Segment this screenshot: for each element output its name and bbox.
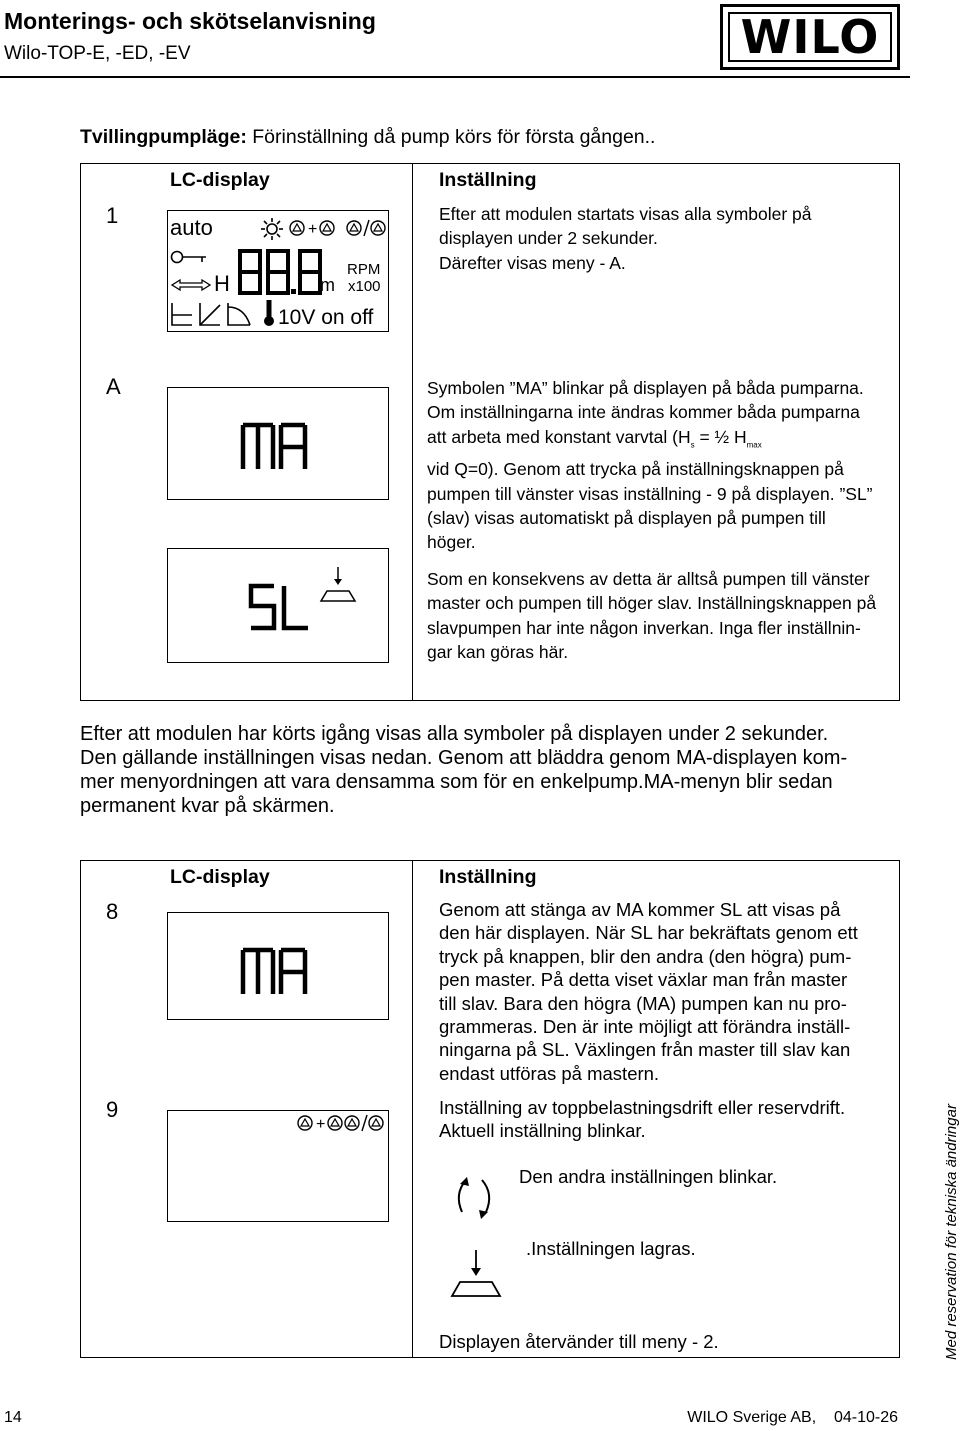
rowA-c-line-1: Som en konsekvens av detta är alltså pumpen till vänster <box>427 569 870 589</box>
formula-sub-s: s <box>690 440 695 450</box>
row-number-a: A <box>106 374 121 399</box>
row-number-8: 8 <box>106 899 119 924</box>
key-icon <box>170 249 208 265</box>
page-number: 14 <box>4 1409 22 1426</box>
row1-text <box>439 202 812 275</box>
row8-line-8: endast utföras på mastern. <box>439 1062 660 1084</box>
row8-line-4: pen master. På detta viset växlar man från master <box>439 969 848 991</box>
table-1-header-display: LC-display <box>170 169 270 191</box>
header-rule <box>0 76 910 78</box>
press-button-icon-2 <box>450 1248 502 1304</box>
svg-text:+: + <box>316 1116 326 1133</box>
row8-line-1: Genom att stänga av MA kommer SL att visas på <box>439 899 841 920</box>
ma-segment-text-2 <box>240 946 310 998</box>
para-line-3: mer menyordningen att vara densamma som för en enkelpump.MA-menyn blir sedan <box>80 771 833 793</box>
row9-line-1: Inställning av toppbelastningsdrift eller reservdrift. <box>439 1097 846 1118</box>
rowA-line-1: Symbolen ”MA” blinkar på displayen på båda pumparna. <box>427 378 864 398</box>
table-2-header-display: LC-display <box>170 866 270 888</box>
seven-segment-digits <box>236 247 326 299</box>
rowA-line-2: Om inställningarna inte ändras kommer båda pumparna <box>427 402 860 423</box>
intro-text: Förinställning då pump körs för första gången.. <box>246 126 656 148</box>
pump-alternate-icon-2 <box>344 1113 388 1135</box>
table-2-header-setting: Inställning <box>439 866 537 888</box>
svg-text:+: + <box>308 221 318 238</box>
press-button-icon <box>318 565 362 609</box>
wilo-logo <box>720 4 900 70</box>
pump-alternate-icon <box>346 218 390 240</box>
side-note: Med reservation för tekniska ändringar <box>943 1104 960 1360</box>
formula-mid: = ½ H <box>694 426 747 447</box>
lcd-sl-display <box>167 548 389 663</box>
rowA-formula-line <box>427 425 873 458</box>
row9-text <box>439 1096 845 1143</box>
row8-line-5: till slav. Bara den högra (MA) pumpen kan nu pro- <box>439 992 847 1014</box>
table-2-divider <box>412 860 413 1358</box>
control-mode-icons <box>170 301 262 327</box>
rowA-text <box>427 376 873 555</box>
row9-line-2: Aktuell inställning blinkar. <box>439 1120 646 1142</box>
table-1-header-setting: Inställning <box>439 169 537 191</box>
document-subtitle: Wilo-TOP-E, -ED, -EV <box>4 43 191 64</box>
rowA-line-4: vid Q=0). Genom att trycka på inställningsknappen på <box>427 459 844 480</box>
saved-text: .Inställningen lagras. <box>526 1238 696 1259</box>
lcd-ma-display-2 <box>167 912 389 1020</box>
body-paragraph <box>80 722 910 818</box>
lcd-h-label: H <box>214 271 230 296</box>
sun-icon <box>260 217 284 241</box>
row8-text <box>439 898 858 1085</box>
ma-segment-text <box>240 421 310 473</box>
row1-line-2: displayen under 2 sekunder. <box>439 228 658 249</box>
rowA-line-6: (slav) visas automatiskt på displayen på pumpen till <box>427 507 826 528</box>
row8-line-7: ningarna på SL. Växlingen från master till slav kan <box>439 1039 851 1061</box>
row8-line-6: grammeras. Den är inte möjligt att förändra inställ- <box>439 1016 851 1038</box>
row8-line-3: tryck på knappen, blir den andra (den högra) pum- <box>439 945 852 967</box>
row-number-1: 1 <box>106 203 119 228</box>
row1-line-3: Därefter visas meny - A. <box>439 252 626 273</box>
blink-text: Den andra inställningen blinkar. <box>519 1166 778 1187</box>
lcd-m-label: m <box>320 275 335 295</box>
footer-company-date: WILO Sverige AB, 04-10-26 <box>687 1409 898 1426</box>
lcd-x100-label: x100 <box>348 278 381 295</box>
arrow-both-icon <box>170 278 212 292</box>
pump-parallel-icon <box>288 218 352 240</box>
intro-label: Tvillingpumpläge: <box>80 126 247 148</box>
rowA-line-7: höger. <box>427 532 476 553</box>
formula-sub-max: max <box>746 440 762 450</box>
table-1-divider <box>412 163 413 701</box>
intro-line <box>80 126 655 149</box>
thermometer-icon <box>262 299 276 327</box>
lcd-ma-display <box>167 387 389 500</box>
rotate-knob-icon <box>452 1176 496 1220</box>
lcd-10v-on-off: 10V on off <box>278 306 374 329</box>
lcd-rpm-label: RPM <box>347 261 381 278</box>
rowA-c-line-3: slavpumpen har inte någon inverkan. Inga fler inställnin- <box>427 617 861 638</box>
moon-icon <box>236 219 258 241</box>
lcd-pump-mode-display <box>167 1110 389 1222</box>
rowA-c-line-4: gar kan göras här. <box>427 641 569 662</box>
rowA-c-line-2: master och pumpen till höger slav. Inställningsknappen på <box>427 593 877 614</box>
return-text: Displayen återvänder till meny - 2. <box>439 1331 719 1352</box>
row1-line-1: Efter att modulen startats visas alla symboler på <box>439 204 812 224</box>
document-title: Monterings- och skötselanvisning <box>4 8 376 34</box>
para-line-4: permanent kvar på skärmen. <box>80 795 335 817</box>
lcd-auto-label: auto <box>170 215 213 240</box>
row8-line-2: den här displayen. När SL har bekräftats genom ett <box>439 922 858 944</box>
rowA-line-5: pumpen till vänster visas inställning - 9 på displayen. ”SL” <box>427 483 873 504</box>
wilo-logo-text: WILO <box>728 12 892 62</box>
para-line-1: Efter att modulen har körts igång visas alla symboler på displayen under 2 sekunder. <box>80 723 829 745</box>
formula-prefix: att arbeta med konstant varvtal (H <box>427 426 691 447</box>
para-line-2: Den gällande inställningen visas nedan. Genom att bläddra genom MA-displayen kom- <box>80 747 848 769</box>
row-number-9: 9 <box>106 1097 119 1122</box>
rowA-consequence-text <box>427 567 876 664</box>
sl-segment-text <box>248 582 310 632</box>
lcd-all-symbols <box>167 210 389 332</box>
